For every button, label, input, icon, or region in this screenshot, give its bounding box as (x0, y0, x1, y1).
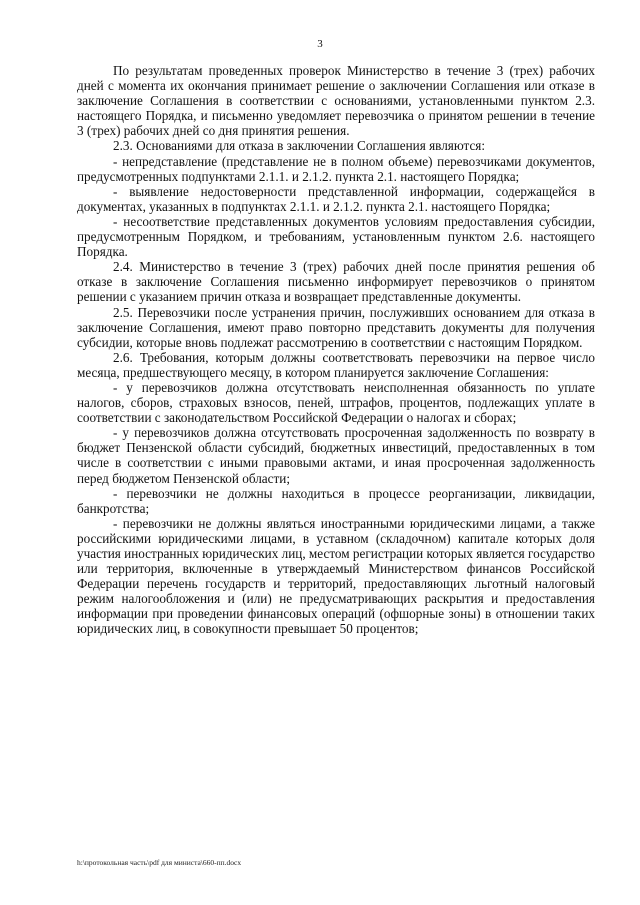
paragraph-2-5: 2.5. Перевозчики после устранения причин, послуживших основанием для отказа в заключение Соглашения, имеют право повторно представить документы для получения субсидии, которые вновь подлежат рассмотрению в соответствии с настоящим Порядком. (77, 304, 595, 350)
paragraph-requirement-1: - у перевозчиков должна отсутствовать неисполненная обязанность по уплате налогов, сборов, страховых взносов, пеней, штрафов, процентов, подлежащих уплате в соответствии с законодательством Российской Федерации о налогах и сборах; (77, 379, 595, 426)
paragraph-2-3-heading: 2.3. Основаниями для отказа в заключении Соглашения являются: (113, 138, 486, 154)
paragraph-requirement-4: - перевозчики не должны являться иностранными юридическими лицами, а также российскими юридическими лицами, в уставном (складочном) капитале которых доля участия иностранных юридических лиц, местом регистрации которых является государство или территория, включенные в утверждаемый Министерством финансов Российской Федерации перечень государств и территорий, предоставляющих льготный налоговый режим налогообложения и (или) не предусматривающих раскрытия и предоставления информации при проведении финансовых операций (офшорные зоны) в отношении таких юридических лиц, в совокупности превышает 50 процентов; (77, 515, 595, 637)
paragraph-refusal-reason-3: - несоответствие представленных документов условиям предоставления субсидии, предусмотренным Порядком, и требованиям, установленным пунктом 2.6. настоящего Порядка. (77, 213, 595, 260)
paragraph-refusal-reason-2: - выявление недостоверности представленной информации, содержащейся в документах, указанных в подпунктах 2.1.1. и 2.1.2. пункта 2.1. настоящего Порядка; (77, 183, 595, 214)
paragraph-2-4: 2.4. Министерство в течение 3 (трех) рабочих дней после принятия решения об отказе в заключение Соглашения письменно информирует перевозчиков о принятом решении с указанием причин отказа и возвращает представленные документы. (77, 259, 595, 305)
paragraph-requirement-3: - перевозчики не должны находиться в процессе реорганизации, ликвидации, банкротства; (77, 485, 595, 516)
page-number: 3 (317, 38, 323, 50)
footer-file-path: h:\протокольная часть\pdf для министа\660-пп.docx (77, 858, 242, 867)
paragraph-2-6: 2.6. Требования, которым должны соответствовать перевозчики на первое число месяца, предшествующего месяцу, в котором планируется заключение Соглашения: (77, 349, 595, 380)
paragraph-refusal-reason-1: - непредставление (представление не в полном объеме) перевозчиками документов, предусмотренных подпунктами 2.1.1. и 2.1.2. пункта 2.1. настоящего Порядка; (77, 153, 595, 184)
document-body (77, 63, 595, 637)
paragraph-requirement-2: - у перевозчиков должна отсутствовать просроченная задолженность по возврату в бюджет Пензенской области субсидий, бюджетных инвестиций, предоставленных в том числе в соответствии с иными правовыми актами, и иная просроченная задолженность перед бюджетом Пензенской области; (77, 425, 595, 486)
paragraph-review-results: По результатам проведенных проверок Министерство в течение 3 (трех) рабочих дней с момента их окончания принимает решение о заключении Соглашения или отказе в заключение Соглашения в соответствии с основаниями, установленными пунктом 2.3. настоящего Порядка, и письменно уведомляет перевозчика о принятом решении в течение 3 (трех) рабочих дней со дня принятия решения. (77, 63, 595, 139)
